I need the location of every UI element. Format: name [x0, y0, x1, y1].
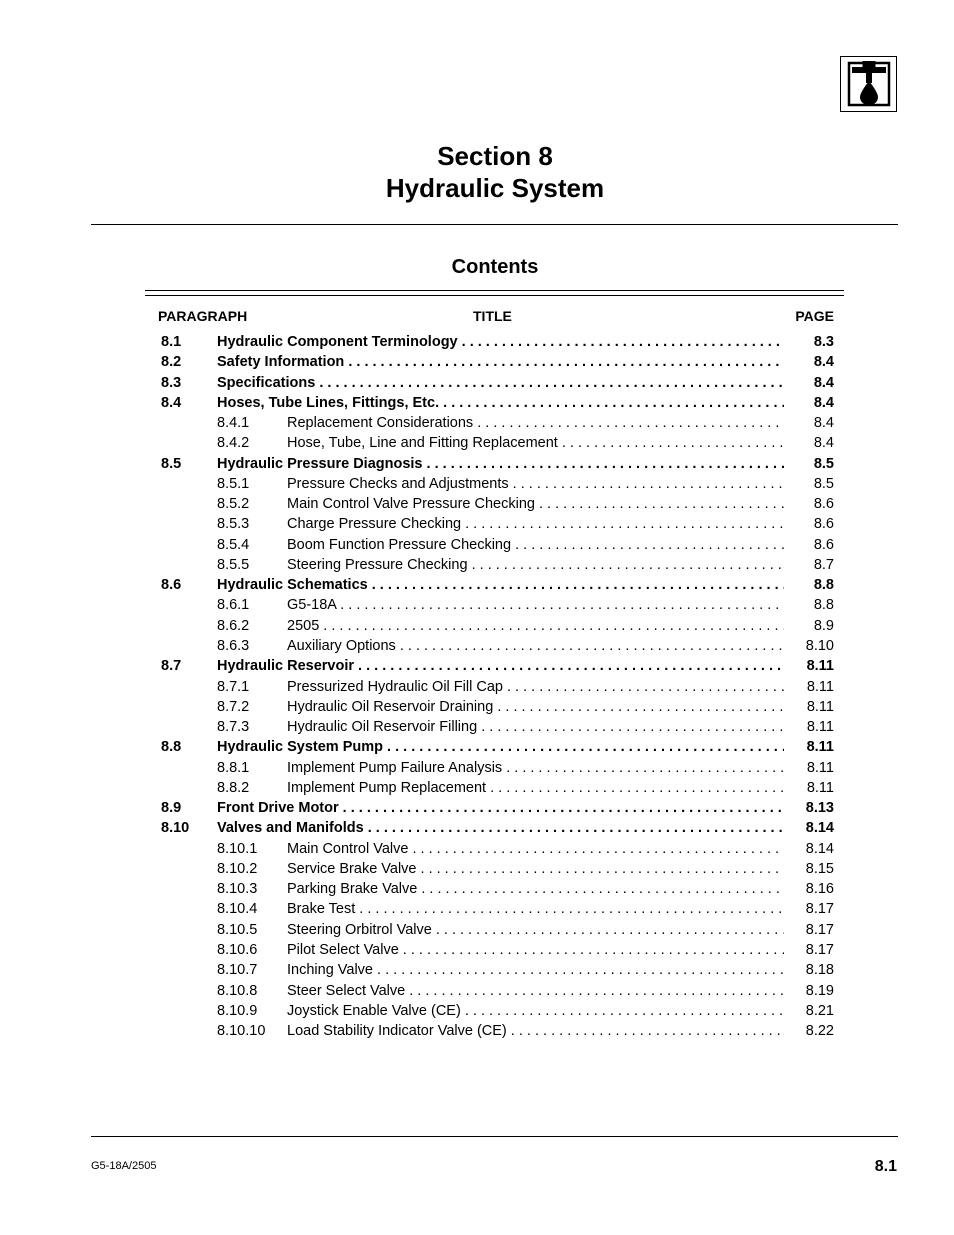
toc-entry[interactable] [0, 798, 954, 818]
column-header-title: TITLE [473, 308, 512, 324]
toc-entry-title: 2505 . . . [287, 616, 784, 636]
toc-entry-number: 8.10.7 [217, 962, 258, 979]
toc-entry[interactable] [0, 940, 954, 960]
toc-entry-page: 8.4 [813, 394, 834, 411]
toc-entry-number: 8.10.4 [217, 901, 258, 918]
toc-entry-number: 8.5.2 [217, 496, 250, 513]
toc-entry-page: 8.21 [805, 1002, 834, 1019]
toc-entry-title: Charge Pressure Checking . . . [287, 514, 784, 534]
toc-entry-number: 8.5.4 [217, 536, 250, 553]
toc-entry-number: 8.4.1 [217, 415, 250, 432]
toc-entry-number: 8.10 [161, 820, 190, 837]
toc-entry-number: 8.4.2 [217, 435, 250, 452]
toc-entry-page: 8.4 [813, 374, 834, 391]
toc-entry-page: 8.14 [805, 840, 834, 857]
toc-entry-title: Implement Pump Replacement . . . [287, 778, 784, 798]
footer-page-number: 8.1 [874, 1158, 897, 1175]
toc-entry[interactable] [0, 575, 954, 595]
toc-entry-page: 8.3 [813, 334, 834, 350]
toc-entry-title: Inching Valve . . . [287, 960, 784, 980]
toc-entry-number: 8.4 [161, 394, 182, 411]
toc-entry-number: 8.3 [161, 374, 182, 391]
section-subtitle: Hydraulic System [385, 173, 605, 203]
toc-entry-page: 8.17 [805, 921, 834, 938]
footer-divider [91, 1136, 898, 1137]
toc-entry[interactable] [0, 514, 954, 534]
toc-entry-number: 8.8.1 [217, 759, 250, 776]
toc-entry-title: Hydraulic Schematics . . . [217, 575, 784, 595]
contents-heading: Contents [451, 256, 539, 278]
toc-entry-page: 8.11 [806, 658, 834, 675]
toc-entry[interactable] [0, 818, 954, 838]
toc-entry-page: 8.17 [805, 941, 834, 958]
toc-entry-title: Steering Pressure Checking . . . [287, 555, 784, 575]
toc-entry-number: 8.7.1 [217, 678, 250, 695]
toc-entry[interactable] [0, 960, 954, 980]
toc-entry-page: 8.4 [813, 435, 834, 452]
toc-entry-number: 8.6.3 [217, 637, 250, 654]
toc-entry-number: 8.10.3 [217, 881, 258, 898]
toc-entry-number: 8.8 [161, 739, 182, 756]
toc-entry[interactable] [0, 454, 954, 474]
column-header-page: PAGE [795, 308, 834, 324]
toc-entry-title: Brake Test . . . [287, 899, 784, 919]
toc-entry-page: 8.7 [813, 556, 834, 573]
toc-entry-title: Pressure Checks and Adjustments . . . [287, 474, 784, 494]
toc-entry[interactable] [0, 1021, 954, 1041]
toc-entry-title: Boom Function Pressure Checking . . . [287, 535, 784, 555]
toc-entry-number: 8.7.3 [217, 719, 250, 736]
toc-entry-number: 8.10.10 [217, 1023, 266, 1040]
toc-entry[interactable] [0, 332, 954, 352]
footer-model: G5-18A/2505 [91, 1160, 157, 1172]
toc-entry[interactable] [0, 636, 954, 656]
toc-entry[interactable] [0, 758, 954, 778]
toc-entry-number: 8.10.5 [217, 921, 258, 938]
toc-entry-number: 8.5 [161, 455, 182, 472]
toc-entry[interactable] [0, 981, 954, 1001]
toc-entry-page: 8.4 [813, 354, 834, 371]
toc-entry-number: 8.5.3 [217, 516, 250, 533]
toc-entry-title: Joystick Enable Valve (CE) . . . [287, 1001, 784, 1021]
toc-entry[interactable] [0, 433, 954, 453]
toc-entry-number: 8.10.9 [217, 1002, 258, 1019]
toc-entry-page: 8.11 [806, 698, 834, 715]
toc-entry-title: Main Control Valve Pressure Checking . . . [287, 494, 784, 514]
toc-entry[interactable] [0, 616, 954, 636]
toc-entry-title: Hydraulic Oil Reservoir Draining . . . [287, 697, 784, 717]
toc-entry-number: 8.10.1 [217, 840, 258, 857]
toc-entry-page: 8.17 [805, 901, 834, 918]
toc-entry[interactable] [0, 474, 954, 494]
toc-entry-number: 8.10.6 [217, 941, 258, 958]
toc-entry-number: 8.5.5 [217, 556, 250, 573]
hydraulic-drop-icon [840, 56, 897, 112]
toc-entry-page: 8.11 [806, 779, 834, 796]
toc-entry-number: 8.2 [161, 354, 182, 371]
toc-entry-title: Specifications . . . [217, 373, 784, 393]
toc-entry[interactable] [0, 839, 954, 859]
toc-entry[interactable] [0, 697, 954, 717]
header-divider [91, 224, 898, 225]
toc-entry-number: 8.6.1 [217, 597, 250, 614]
toc-entry-title: Hose, Tube, Line and Fitting Replacement . . . [287, 433, 784, 453]
toc-entry-page: 8.8 [813, 597, 834, 614]
toc-entry[interactable] [0, 879, 954, 899]
column-header-paragraph: PARAGRAPH [158, 308, 248, 324]
toc-entry-page: 8.8 [813, 577, 834, 594]
toc-entry-title: Service Brake Valve . . . [287, 859, 784, 879]
toc-entry-page: 8.22 [805, 1023, 834, 1040]
toc-entry-page: 8.19 [805, 982, 834, 999]
toc-entry[interactable] [0, 373, 954, 393]
toc-entry-title: Pressurized Hydraulic Oil Fill Cap . . . [287, 677, 784, 697]
toc-entry-page: 8.13 [805, 800, 834, 817]
toc-entry-title: Steer Select Valve . . . [287, 981, 784, 1001]
toc-entry-page: 8.11 [806, 719, 834, 736]
toc-entry-page: 8.10 [805, 637, 834, 654]
toc-entry-page: 8.15 [805, 860, 834, 877]
toc-entry-title: G5-18A . . . [287, 595, 784, 615]
contents-divider [145, 290, 844, 296]
toc-entry[interactable] [0, 413, 954, 433]
toc-entry-title: Auxiliary Options . . . [287, 636, 784, 656]
toc-entry-page: 8.11 [806, 678, 834, 695]
toc-entry-title: Hydraulic Pressure Diagnosis . . . [217, 454, 784, 474]
toc-entry[interactable] [0, 656, 954, 676]
toc-entry-title: Valves and Manifolds . . . [217, 818, 784, 838]
toc-entry-title: Hydraulic Oil Reservoir Filling . . . [287, 717, 784, 737]
toc-entry-number: 8.9 [161, 800, 182, 817]
toc-entry-page: 8.6 [813, 536, 834, 553]
toc-entry-number: 8.5.1 [217, 475, 250, 492]
toc-entry-number: 8.1 [161, 334, 182, 350]
toc-entry-number: 8.8.2 [217, 779, 250, 796]
toc-entry-page: 8.11 [806, 759, 834, 776]
toc-entry-number: 8.7 [161, 658, 182, 675]
toc-entry-title: Pilot Select Valve . . . [287, 940, 784, 960]
toc-entry-number: 8.6 [161, 577, 182, 594]
toc-entry-title: Load Stability Indicator Valve (CE) . . . [287, 1021, 784, 1041]
toc-entry[interactable] [0, 778, 954, 798]
toc-entry[interactable] [0, 920, 954, 940]
toc-entry[interactable] [0, 737, 954, 757]
table-of-contents [0, 332, 954, 1041]
toc-entry-title: Front Drive Motor . . . [217, 798, 784, 818]
toc-entry-title: Implement Pump Failure Analysis . . . [287, 758, 784, 778]
toc-entry-page: 8.4 [813, 415, 834, 432]
toc-entry-page: 8.18 [805, 962, 834, 979]
toc-entry[interactable] [0, 352, 954, 372]
toc-entry-title: Hydraulic Component Terminology . . . [217, 332, 784, 352]
toc-entry-page: 8.11 [806, 739, 834, 756]
toc-entry-page: 8.5 [813, 455, 834, 472]
toc-entry[interactable] [0, 899, 954, 919]
toc-entry[interactable] [0, 859, 954, 879]
toc-entry-page: 8.6 [813, 516, 834, 533]
toc-entry-title: Steering Orbitrol Valve . . . [287, 920, 784, 940]
toc-entry-title: Hydraulic System Pump . . . [217, 737, 784, 757]
toc-entry-title: Hoses, Tube Lines, Fittings, Etc. . . . [217, 393, 784, 413]
toc-entry-number: 8.7.2 [217, 698, 250, 715]
toc-entry-page: 8.16 [805, 881, 834, 898]
toc-entry[interactable] [0, 555, 954, 575]
toc-entry-title: Main Control Valve . . . [287, 839, 784, 859]
toc-entry-page: 8.9 [813, 617, 834, 634]
toc-entry[interactable] [0, 393, 954, 413]
toc-entry-title: Hydraulic Reservoir . . . [217, 656, 784, 676]
toc-entry[interactable] [0, 595, 954, 615]
toc-entry-page: 8.14 [805, 820, 834, 837]
toc-entry-number: 8.10.2 [217, 860, 258, 877]
toc-entry[interactable] [0, 717, 954, 737]
toc-entry-number: 8.6.2 [217, 617, 250, 634]
toc-entry-title: Parking Brake Valve . . . [287, 879, 784, 899]
toc-entry-title: Replacement Considerations . . . [287, 413, 784, 433]
section-title: Section 8 [437, 141, 553, 171]
toc-entry-number: 8.10.8 [217, 982, 258, 999]
toc-entry-page: 8.5 [813, 475, 834, 492]
toc-entry[interactable] [0, 494, 954, 514]
toc-entry[interactable] [0, 677, 954, 697]
toc-entry-title: Safety Information . . . [217, 352, 784, 372]
toc-entry[interactable] [0, 1001, 954, 1021]
toc-entry-page: 8.6 [813, 496, 834, 513]
toc-entry[interactable] [0, 535, 954, 555]
